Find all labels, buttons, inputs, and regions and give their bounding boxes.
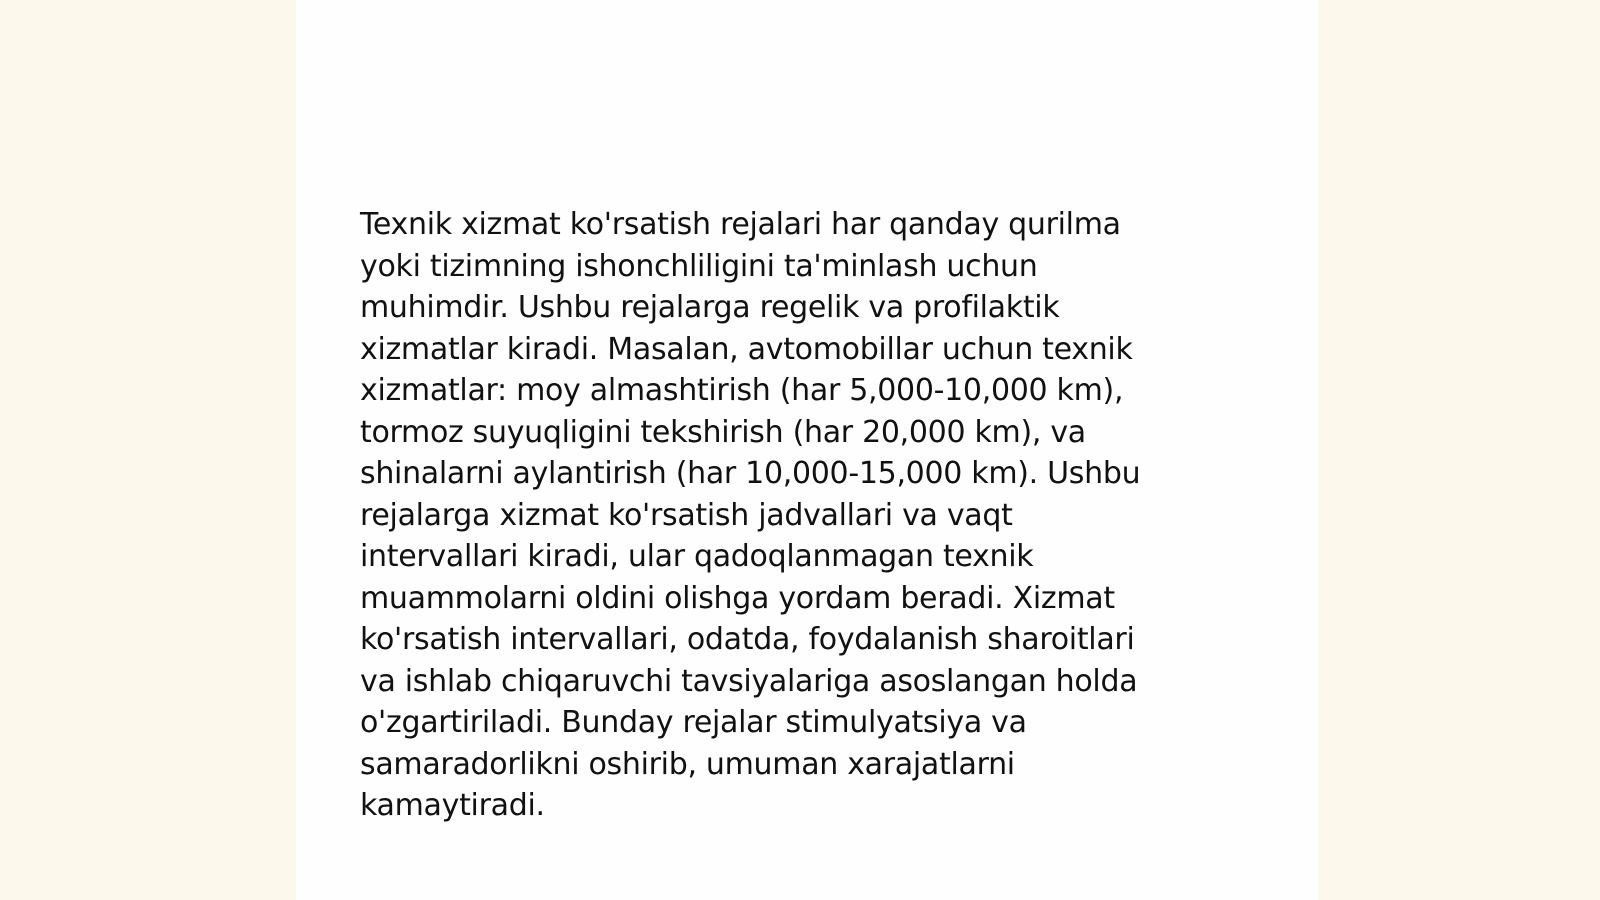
document-page (296, 0, 1318, 900)
body-paragraph: Texnik xizmat ko'rsatish rejalari har qanday qurilma yoki tizimning ishonchliligini ta'minlash uchun muhimdir. Ushbu rejalarga regelik va profilaktik xizmatlar kiradi. Masalan, avtomobillar uchun texnik xizmatlar: moy almashtirish (har 5,000-10,000 km), tormoz suyuqligini tekshirish (har 20,000 km), va shinalarni aylantirish (har 10,000-15,000 km). Ushbu rejalarga xizmat ko'rsatish jadvallari va vaqt intervallari kiradi, ular qadoqlanmagan texnik muammolarni oldini olishga yordam beradi. Xizmat ko'rsatish intervallari, odatda, foydalanish sharoitlari va ishlab chiqaruvchi tavsiyalariga asoslangan holda o'zgartiriladi. Bunday rejalar stimulyatsiya va samaradorlikni oshirib, umuman xarajatlarni kamaytiradi. (360, 207, 1141, 823)
